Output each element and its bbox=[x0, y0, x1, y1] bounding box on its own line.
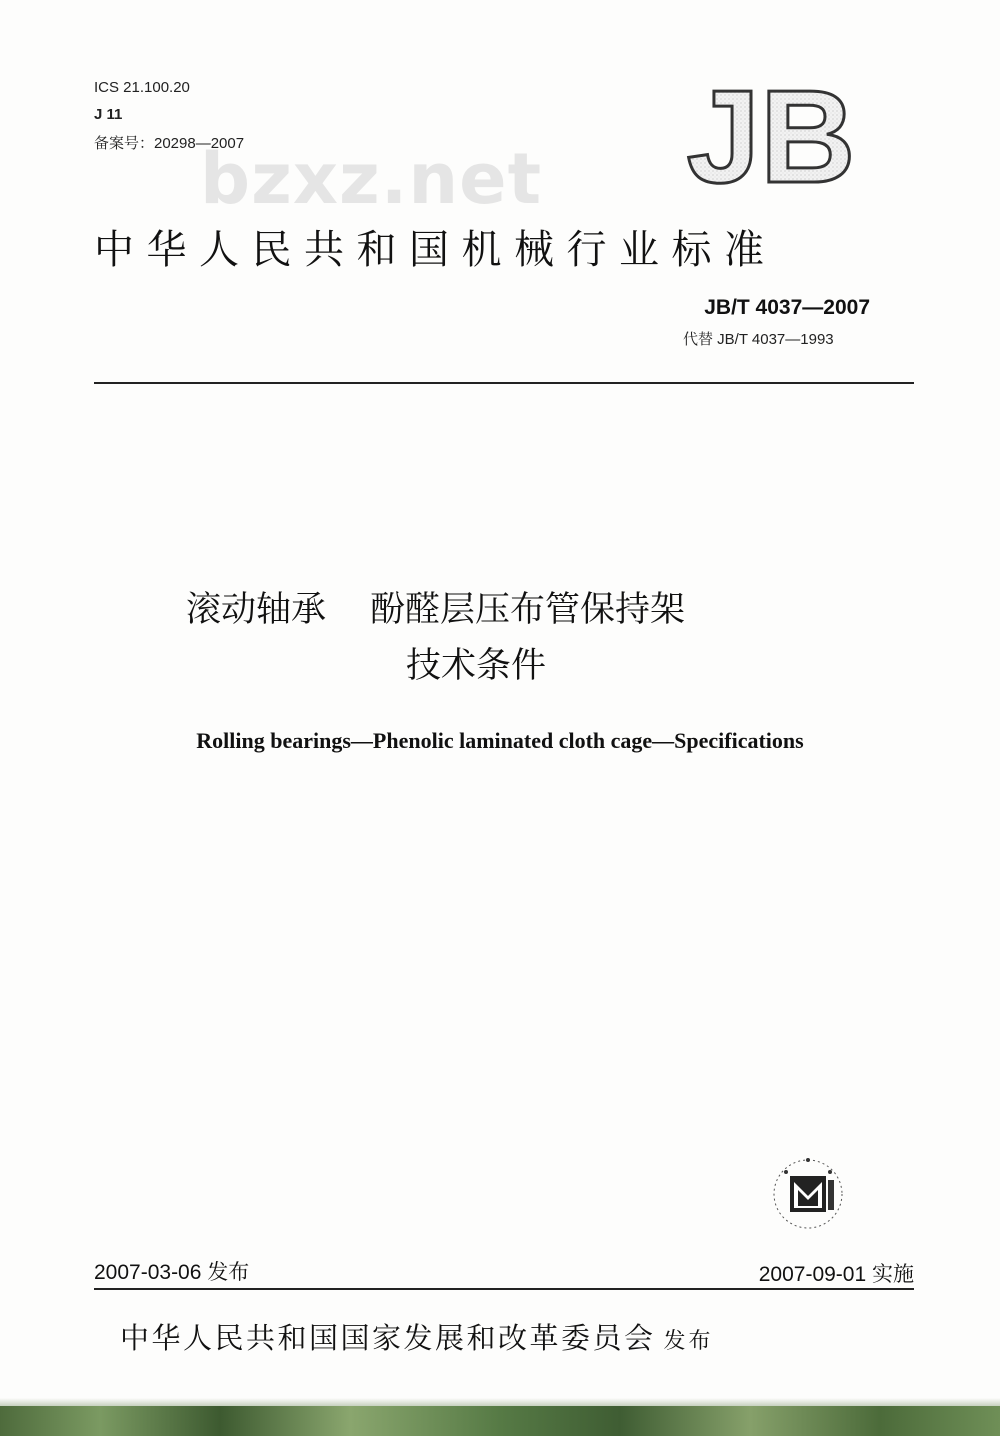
publisher bbox=[120, 1316, 714, 1357]
document-title-line2: 技术条件 bbox=[406, 646, 547, 686]
jb-logo-icon bbox=[676, 78, 866, 193]
document-title-line1 bbox=[186, 582, 685, 632]
publisher-action: 发布 bbox=[663, 1329, 714, 1354]
classification-code: J 11 bbox=[94, 106, 123, 123]
title-part1: 滚动轴承 bbox=[186, 590, 327, 630]
publisher-emblem-icon bbox=[760, 1150, 856, 1236]
svg-text:JB: JB bbox=[686, 78, 856, 193]
watermark: bzxz.net bbox=[200, 138, 543, 220]
publisher-name: 中华人民共和国国家发展和改革委员会 bbox=[120, 1321, 656, 1355]
title-part2: 酚醛层压布管保持架 bbox=[370, 590, 686, 630]
record-number: 备案号：20298—2007 bbox=[94, 135, 245, 152]
replaces-standard: 代替 JB/T 4037—1993 bbox=[683, 331, 834, 348]
standard-number-text: JB/T 4037—2007 bbox=[704, 296, 870, 319]
implementation-date: 2007-09-01 实施 bbox=[758, 1263, 914, 1286]
top-rule bbox=[94, 382, 914, 384]
background-grass bbox=[0, 1406, 1000, 1436]
standard-title: 中华人民共和国机械行业标准 bbox=[94, 227, 777, 273]
bottom-rule bbox=[94, 1288, 914, 1290]
document-title-english: Rolling bearings—Phenolic laminated cloth cage—Specifications bbox=[196, 728, 804, 753]
page-edge-shadow bbox=[0, 1398, 1000, 1406]
issue-date: 2007-03-06 发布 bbox=[94, 1261, 250, 1284]
standard-number bbox=[704, 296, 870, 320]
ics-code: ICS 21.100.20 bbox=[94, 79, 190, 96]
